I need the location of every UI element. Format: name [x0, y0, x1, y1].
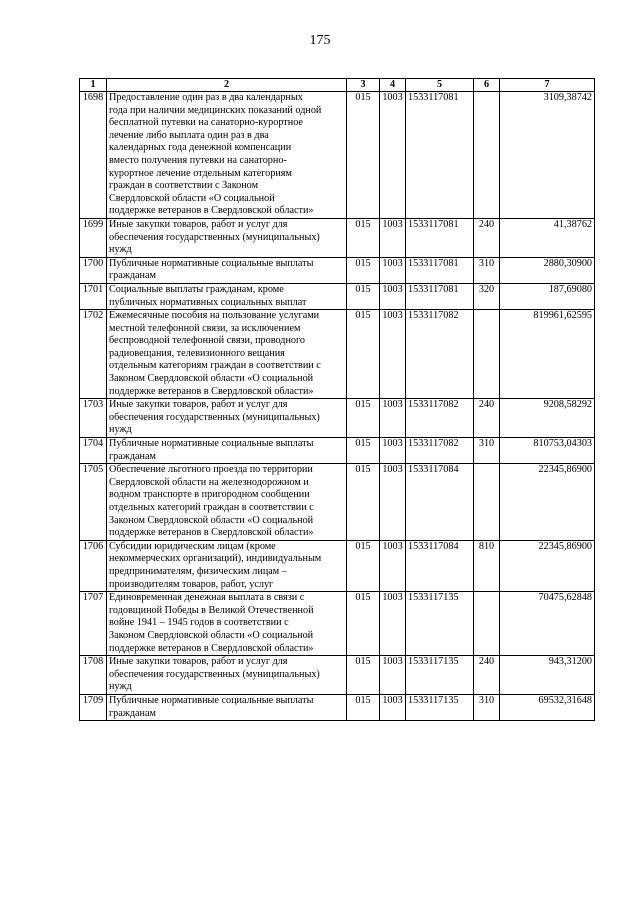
description-line: поддержке ветеранов в Свердловской области»: [109, 642, 314, 654]
description-line: Ежемесячные пособия на пользование услугами: [109, 310, 320, 322]
table-row: [80, 310, 595, 399]
row-expense-type: 320: [474, 283, 500, 309]
row-amount: 3109,38742: [500, 92, 595, 219]
row-target-code: 1533117081: [406, 92, 474, 219]
description-line: поддержке ветеранов в Свердловской области»: [109, 385, 314, 397]
header-row: [80, 79, 595, 92]
row-target-code: 1533117084: [406, 464, 474, 541]
row-description: [107, 694, 347, 720]
page-number: 175: [309, 33, 331, 48]
row-target-code: 1533117084: [406, 540, 474, 591]
description-line: граждан в соответствии с Законом: [109, 180, 259, 192]
row-amount: 187,69080: [500, 283, 595, 309]
row-target-code: 1533117135: [406, 592, 474, 656]
row-description: [107, 656, 347, 695]
row-department-code: 015: [347, 218, 380, 257]
row-section-code: 1003: [380, 656, 406, 695]
description-line: Свердловской области «О социальной: [109, 192, 275, 204]
description-line: поддержке ветеранов в Свердловской области»: [109, 205, 314, 217]
row-amount: 810753,04303: [500, 438, 595, 464]
table-row: [80, 464, 595, 541]
row-department-code: 015: [347, 694, 380, 720]
description-line: Иные закупки товаров, работ и услуг для: [109, 656, 288, 668]
row-target-code: 1533117081: [406, 283, 474, 309]
row-department-code: 015: [347, 464, 380, 541]
row-department-code: 015: [347, 283, 380, 309]
row-expense-type: [474, 592, 500, 656]
description-line: публичных нормативных социальных выплат: [109, 296, 307, 308]
row-expense-type: [474, 310, 500, 399]
row-number: 1703: [80, 399, 107, 438]
row-department-code: 015: [347, 257, 380, 283]
row-amount: 9208,58292: [500, 399, 595, 438]
row-department-code: 015: [347, 92, 380, 219]
description-line: Иные закупки товаров, работ и услуг для: [109, 218, 288, 230]
row-amount: 41,38762: [500, 218, 595, 257]
row-amount: 2880,30900: [500, 257, 595, 283]
row-department-code: 015: [347, 592, 380, 656]
description-line: войне 1941 – 1945 годов в соответствии с: [109, 617, 289, 629]
description-line: Публичные нормативные социальные выплаты: [109, 257, 314, 269]
table-row: [80, 257, 595, 283]
description-line: Единовременная денежная выплата в связи с: [109, 592, 305, 604]
row-department-code: 015: [347, 438, 380, 464]
row-target-code: 1533117082: [406, 399, 474, 438]
description-line: отдельным категориям граждан в соответствии с: [109, 360, 321, 372]
row-expense-type: 240: [474, 218, 500, 257]
row-description: [107, 283, 347, 309]
header-col-7: 7: [500, 79, 595, 92]
description-line: некоммерческих организаций), индивидуальным: [109, 553, 322, 565]
description-line: Обеспечение льготного проезда по территории: [109, 464, 313, 476]
description-line: обеспечения государственных (муниципальных): [109, 231, 320, 243]
table-row: [80, 283, 595, 309]
row-description: [107, 92, 347, 219]
row-number: 1709: [80, 694, 107, 720]
description-line: Публичные нормативные социальные выплаты: [109, 694, 314, 706]
description-line: водном транспорте в пригородном сообщении: [109, 489, 310, 501]
row-description: [107, 399, 347, 438]
row-expense-type: [474, 464, 500, 541]
description-line: Свердловской области на железнодорожном и: [109, 476, 309, 488]
row-department-code: 015: [347, 540, 380, 591]
header-col-3: 3: [347, 79, 380, 92]
row-number: 1705: [80, 464, 107, 541]
row-expense-type: 310: [474, 438, 500, 464]
table-row: [80, 92, 595, 219]
description-line: гражданам: [109, 450, 156, 462]
table-row: [80, 438, 595, 464]
description-line: предпринимателям, физическим лицам –: [109, 565, 287, 577]
row-expense-type: [474, 92, 500, 219]
row-amount: 22345,86900: [500, 464, 595, 541]
row-target-code: 1533117082: [406, 438, 474, 464]
header-col-5: 5: [406, 79, 474, 92]
description-line: Законом Свердловской области «О социальной: [109, 514, 314, 526]
description-line: обеспечения государственных (муниципальных): [109, 668, 320, 680]
row-department-code: 015: [347, 656, 380, 695]
header-col-4: 4: [380, 79, 406, 92]
row-amount: 69532,31648: [500, 694, 595, 720]
row-expense-type: 810: [474, 540, 500, 591]
description-line: нужд: [109, 244, 132, 256]
row-amount: 22345,86900: [500, 540, 595, 591]
description-line: гражданам: [109, 707, 156, 719]
description-line: поддержке ветеранов в Свердловской области»: [109, 527, 314, 539]
row-expense-type: 240: [474, 656, 500, 695]
row-description: [107, 257, 347, 283]
row-description: [107, 592, 347, 656]
row-section-code: 1003: [380, 399, 406, 438]
table-body: [80, 92, 595, 721]
row-section-code: 1003: [380, 438, 406, 464]
description-line: Социальные выплаты гражданам, кроме: [109, 283, 284, 295]
row-expense-type: 310: [474, 257, 500, 283]
description-line: календарных года денежной компенсации: [109, 142, 292, 154]
description-line: отдельных категорий граждан в соответствии с: [109, 502, 314, 513]
description-line: вместо получения путевки на санаторно-: [109, 154, 287, 166]
header-col-1: 1: [80, 79, 107, 92]
budget-table: [79, 78, 595, 721]
description-line: Предоставление один раз в два календарных: [109, 92, 303, 103]
row-number: 1707: [80, 592, 107, 656]
row-section-code: 1003: [380, 540, 406, 591]
row-section-code: 1003: [380, 592, 406, 656]
description-line: радиовещания, телевизионного вещания: [109, 347, 285, 359]
table-row: [80, 656, 595, 695]
description-line: годовщиной Победы в Великой Отечественной: [109, 604, 314, 616]
description-line: обеспечения государственных (муниципальных): [109, 411, 320, 423]
row-description: [107, 218, 347, 257]
row-section-code: 1003: [380, 92, 406, 219]
description-line: нужд: [109, 424, 132, 436]
header-col-2: 2: [107, 79, 347, 92]
description-line: нужд: [109, 681, 132, 693]
description-line: курортное лечение отдельным категориям: [109, 167, 292, 179]
table-row: [80, 592, 595, 656]
row-number: 1698: [80, 92, 107, 219]
row-description: [107, 310, 347, 399]
row-target-code: 1533117135: [406, 656, 474, 695]
row-section-code: 1003: [380, 310, 406, 399]
table-row: [80, 694, 595, 720]
row-expense-type: 240: [474, 399, 500, 438]
table-row: [80, 540, 595, 591]
row-amount: 943,31200: [500, 656, 595, 695]
row-description: [107, 540, 347, 591]
row-description: [107, 438, 347, 464]
table-row: [80, 218, 595, 257]
description-line: Публичные нормативные социальные выплаты: [109, 438, 314, 450]
row-number: 1708: [80, 656, 107, 695]
row-expense-type: 310: [474, 694, 500, 720]
description-line: Законом Свердловской области «О социальной: [109, 629, 314, 641]
row-target-code: 1533117082: [406, 310, 474, 399]
row-department-code: 015: [347, 399, 380, 438]
row-number: 1706: [80, 540, 107, 591]
description-line: Законом Свердловской области «О социальной: [109, 373, 314, 385]
description-line: беспроводной телефонной связи, проводного: [109, 335, 306, 347]
description-line: местной телефонной связи, за исключением: [109, 322, 301, 334]
description-line: года при наличии медицинских показаний одной: [109, 104, 322, 116]
row-number: 1701: [80, 283, 107, 309]
row-amount: 70475,62848: [500, 592, 595, 656]
description-line: производителям товаров, работ, услуг: [109, 578, 274, 590]
header-col-6: 6: [474, 79, 500, 92]
description-line: лечение либо выплата один раз в два: [109, 129, 269, 141]
row-section-code: 1003: [380, 694, 406, 720]
row-target-code: 1533117081: [406, 218, 474, 257]
row-section-code: 1003: [380, 464, 406, 541]
row-number: 1700: [80, 257, 107, 283]
row-amount: 819961,62595: [500, 310, 595, 399]
row-department-code: 015: [347, 310, 380, 399]
row-target-code: 1533117135: [406, 694, 474, 720]
row-section-code: 1003: [380, 283, 406, 309]
description-line: Иные закупки товаров, работ и услуг для: [109, 399, 288, 411]
row-description: [107, 464, 347, 541]
row-target-code: 1533117081: [406, 257, 474, 283]
description-line: бесплатной путевки на санаторно-курортное: [109, 117, 303, 129]
row-number: 1702: [80, 310, 107, 399]
table-row: [80, 399, 595, 438]
row-section-code: 1003: [380, 218, 406, 257]
description-line: Субсидии юридическим лицам (кроме: [109, 540, 276, 552]
row-section-code: 1003: [380, 257, 406, 283]
row-number: 1704: [80, 438, 107, 464]
description-line: гражданам: [109, 270, 156, 282]
row-number: 1699: [80, 218, 107, 257]
